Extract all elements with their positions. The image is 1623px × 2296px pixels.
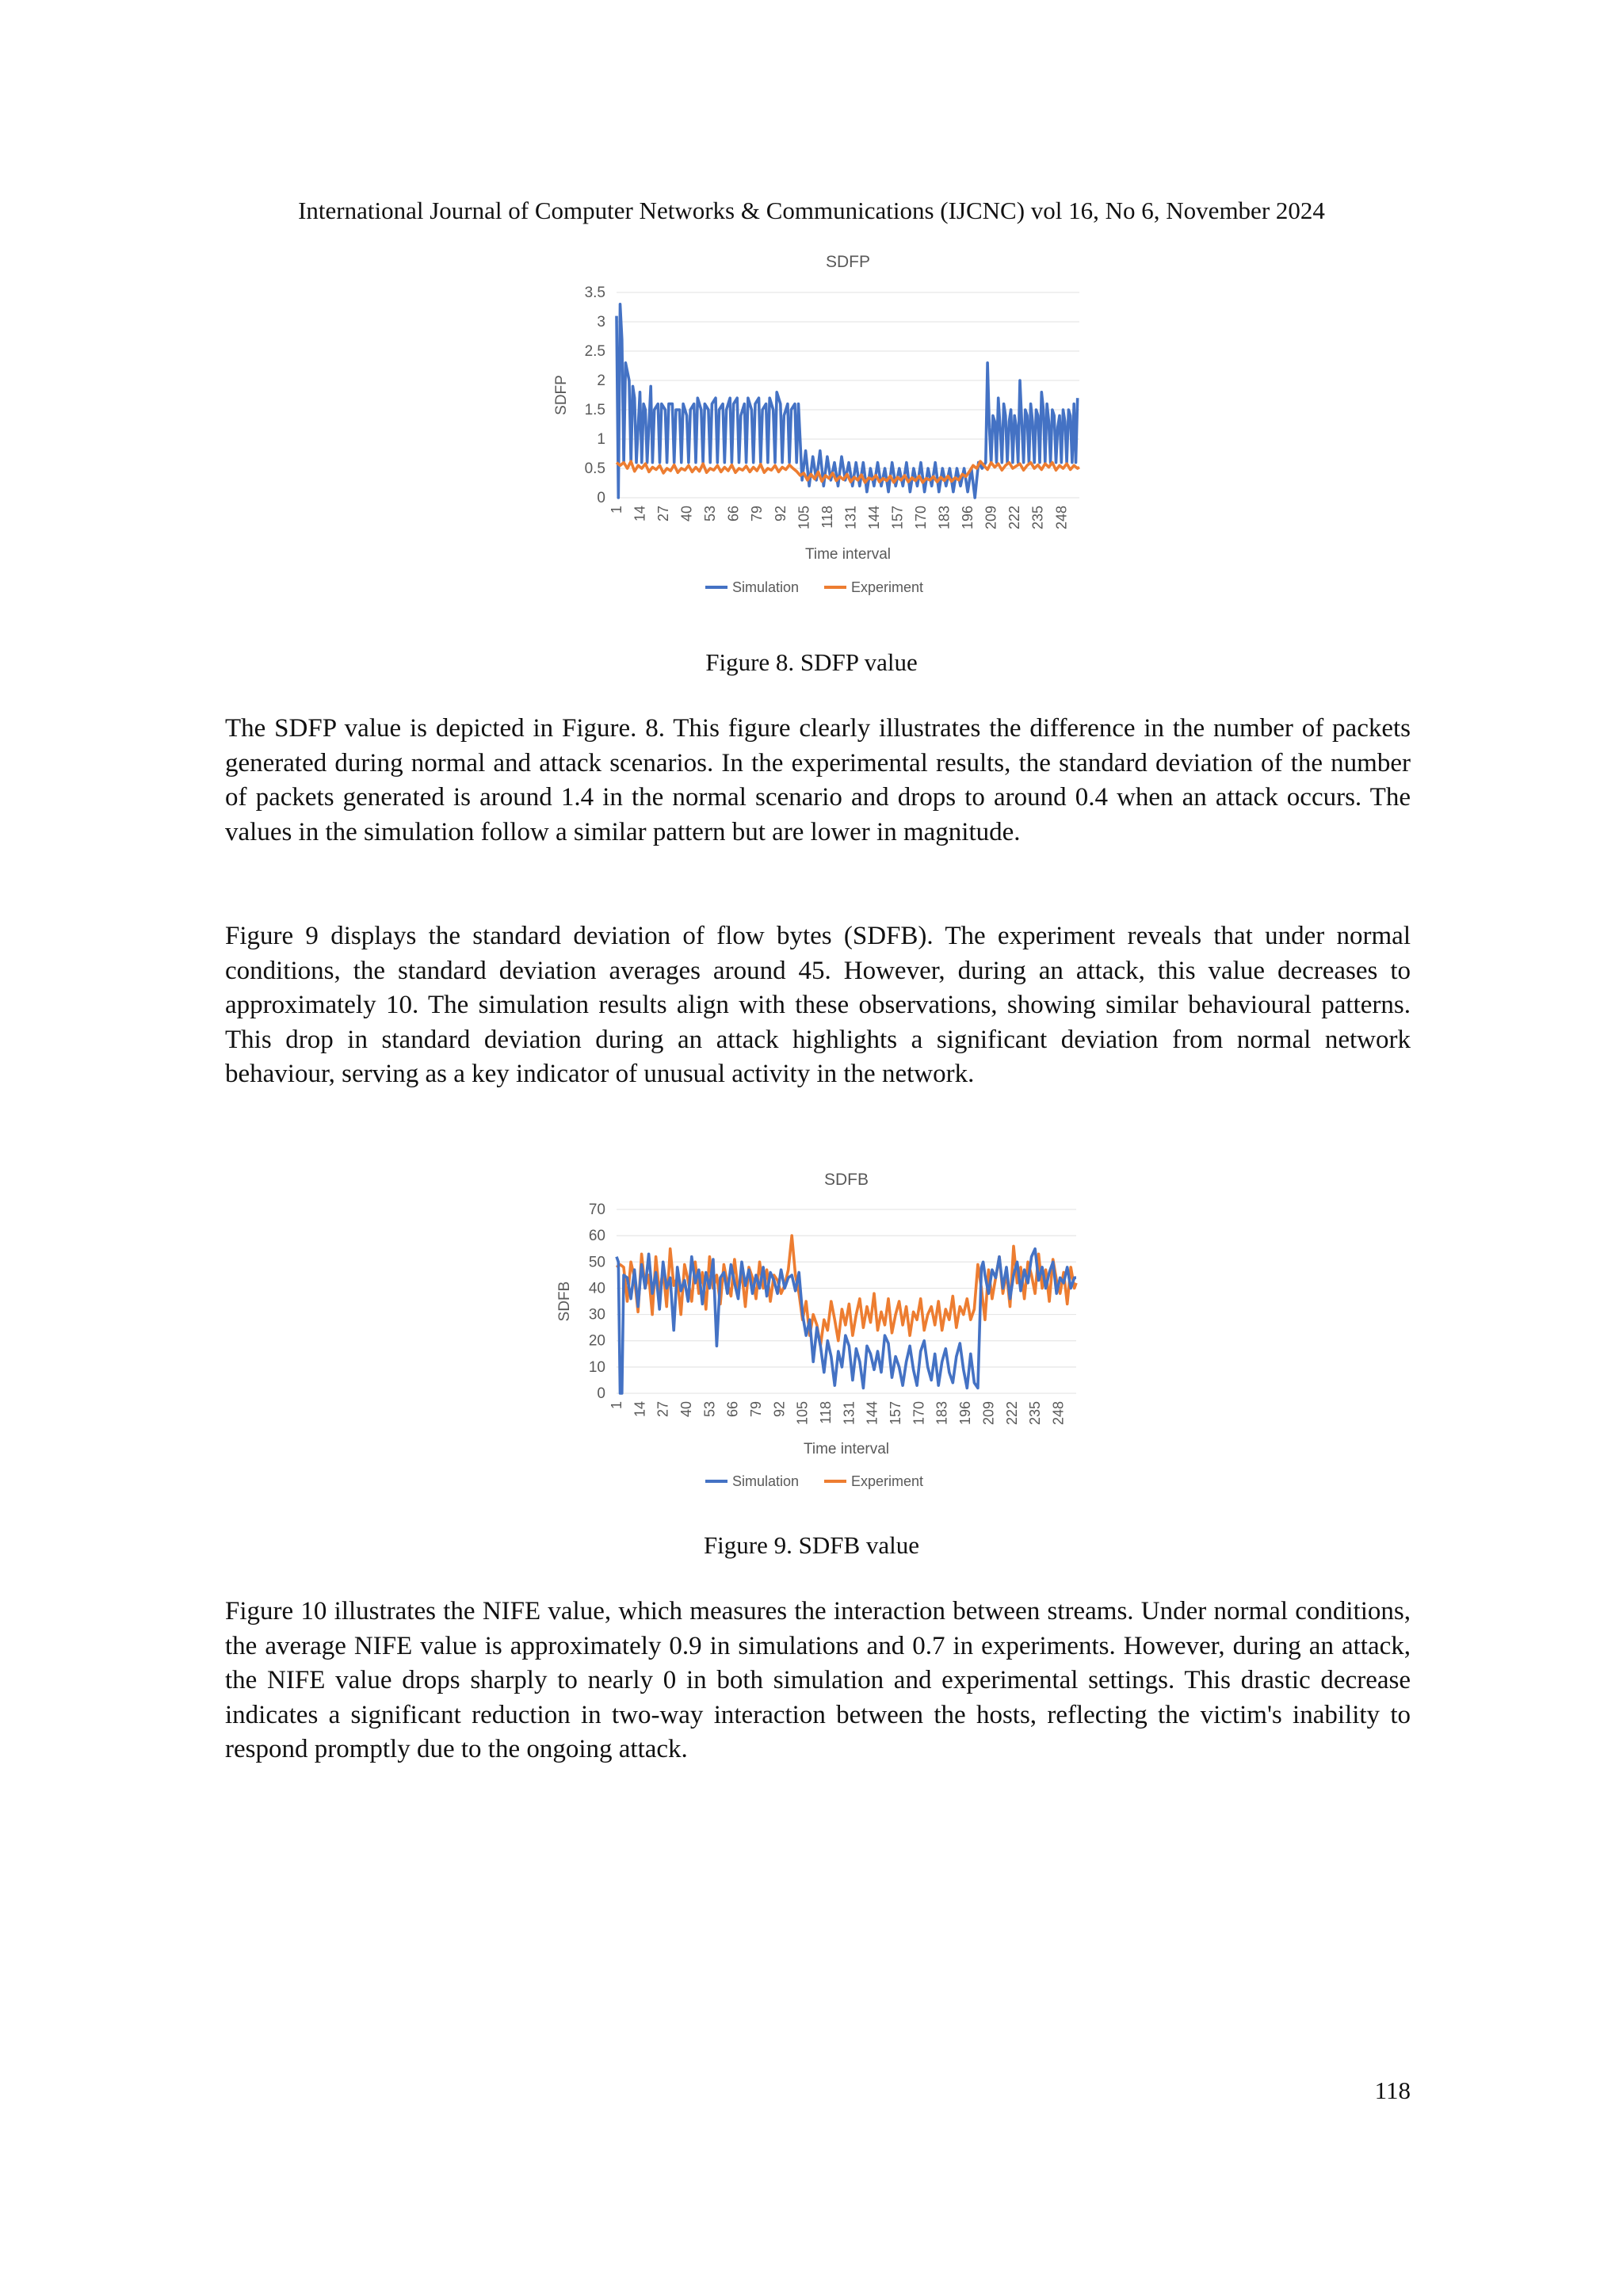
- paragraph-sdfb: Figure 9 displays the standard deviation of flow bytes (SDFB). The experiment reveals that under normal conditions, the standard deviation averages around 45. However, during an attack, this value decreases to approximately 10. The simulation results align with these observations, showing similar behavioural patterns. This drop in standard deviation during an attack highlights a significant deviation from normal network behaviour, serving as a key indicator of unusual activity in the network.: [225, 922, 1411, 1088]
- paragraph-sdfp: The SDFP value is depicted in Figure. 8. This figure clearly illustrates the difference in the number of packets generated during normal and attack scenarios. In the experimental results, the standard deviation of the number of packets generated is around 1.4 in the normal scenario and drops to around 0.4 when an attack occurs. The values in the simulation follow a similar pattern but are lower in magnitude.: [225, 714, 1411, 846]
- running-header: International Journal of Computer Networks & Communications (IJCNC) vol 16, No 6, November 2024: [298, 197, 1325, 224]
- x-tick-label: 170: [911, 1401, 927, 1426]
- y-tick-label: 40: [588, 1280, 605, 1297]
- y-axis-label: SDFB: [556, 1281, 573, 1322]
- x-tick-label: 105: [796, 506, 812, 530]
- x-tick-label: 248: [1053, 506, 1070, 530]
- y-tick-label: 0: [597, 1385, 605, 1402]
- x-axis-label: Time interval: [803, 1441, 890, 1457]
- x-tick-label: 183: [936, 506, 953, 530]
- y-tick-label: 0: [597, 490, 605, 506]
- x-tick-label: 196: [957, 1401, 974, 1426]
- x-tick-label: 27: [655, 506, 672, 522]
- y-tick-label: 3.5: [584, 285, 605, 301]
- x-tick-label: 92: [771, 1401, 788, 1418]
- x-tick-label: 209: [983, 506, 999, 530]
- x-tick-label: 157: [889, 506, 906, 530]
- x-tick-label: 170: [913, 506, 930, 530]
- x-tick-label: 27: [655, 1401, 671, 1418]
- x-tick-label: 144: [864, 1401, 880, 1426]
- x-tick-label: 66: [725, 506, 742, 522]
- figure-9-caption: Figure 9. SDFB value: [703, 1531, 920, 1559]
- y-axis-label: SDFP: [553, 375, 570, 415]
- y-tick-label: 2: [597, 372, 605, 389]
- x-tick-label: 79: [748, 1401, 765, 1418]
- x-tick-label: 248: [1050, 1401, 1067, 1426]
- x-tick-label: 1: [609, 1401, 624, 1410]
- x-tick-label: 144: [865, 506, 882, 530]
- legend-entry: Experiment: [851, 1473, 924, 1489]
- x-tick-label: 118: [819, 506, 835, 529]
- x-tick-label: 53: [701, 1401, 718, 1418]
- y-tick-label: 2.5: [584, 343, 605, 360]
- y-tick-label: 60: [588, 1228, 605, 1245]
- x-tick-label: 1: [609, 506, 624, 514]
- y-tick-label: 1.5: [584, 402, 605, 418]
- x-tick-label: 157: [888, 1401, 904, 1426]
- x-tick-label: 222: [1003, 1401, 1020, 1426]
- y-tick-label: 70: [588, 1201, 605, 1218]
- x-tick-label: 131: [842, 506, 859, 530]
- x-tick-label: 209: [980, 1401, 997, 1426]
- y-tick-label: 10: [588, 1358, 605, 1376]
- x-tick-label: 79: [749, 506, 766, 522]
- x-tick-label: 66: [724, 1401, 741, 1418]
- x-tick-label: 40: [678, 1401, 695, 1418]
- paragraph-nife: Figure 10 illustrates the NIFE value, which measures the interaction between streams. Under normal conditions, the average NIFE value is approximately 0.9 in simulations and 0.7 in experiments. However, during an attack, the NIFE value drops sharply to nearly 0 in both simulation and experimental settings. This drastic decrease indicates a significant reduction in two-way interaction between the hosts, reflecting the victim's inability to respond promptly due to the ongoing attack.: [225, 1597, 1411, 1763]
- chart-title: SDFP: [825, 253, 871, 271]
- legend-entry: Experiment: [851, 579, 924, 595]
- x-tick-label: 183: [934, 1401, 950, 1426]
- x-tick-label: 14: [632, 1401, 648, 1418]
- chart-title: SDFB: [823, 1171, 869, 1189]
- x-tick-label: 235: [1027, 1401, 1044, 1426]
- y-tick-label: 0.5: [584, 460, 605, 477]
- page-number: 118: [1374, 2076, 1411, 2104]
- y-tick-label: 1: [597, 431, 605, 448]
- y-tick-label: 3: [597, 314, 605, 330]
- x-tick-label: 118: [818, 1401, 834, 1424]
- legend-entry: Simulation: [732, 579, 800, 595]
- x-tick-label: 53: [702, 506, 719, 522]
- x-tick-label: 105: [794, 1401, 811, 1426]
- y-tick-label: 50: [588, 1254, 605, 1271]
- x-tick-label: 14: [632, 506, 648, 522]
- x-tick-label: 196: [960, 506, 976, 530]
- x-tick-label: 235: [1029, 506, 1046, 530]
- x-axis-label: Time interval: [804, 546, 892, 563]
- legend-entry: Simulation: [732, 1473, 800, 1489]
- x-tick-label: 92: [772, 506, 789, 522]
- y-tick-label: 20: [588, 1332, 605, 1350]
- x-tick-label: 222: [1006, 506, 1023, 530]
- figure-8-caption: Figure 8. SDFP value: [705, 648, 918, 676]
- y-tick-label: 30: [588, 1306, 605, 1324]
- x-tick-label: 40: [678, 506, 695, 522]
- x-tick-label: 131: [841, 1401, 857, 1426]
